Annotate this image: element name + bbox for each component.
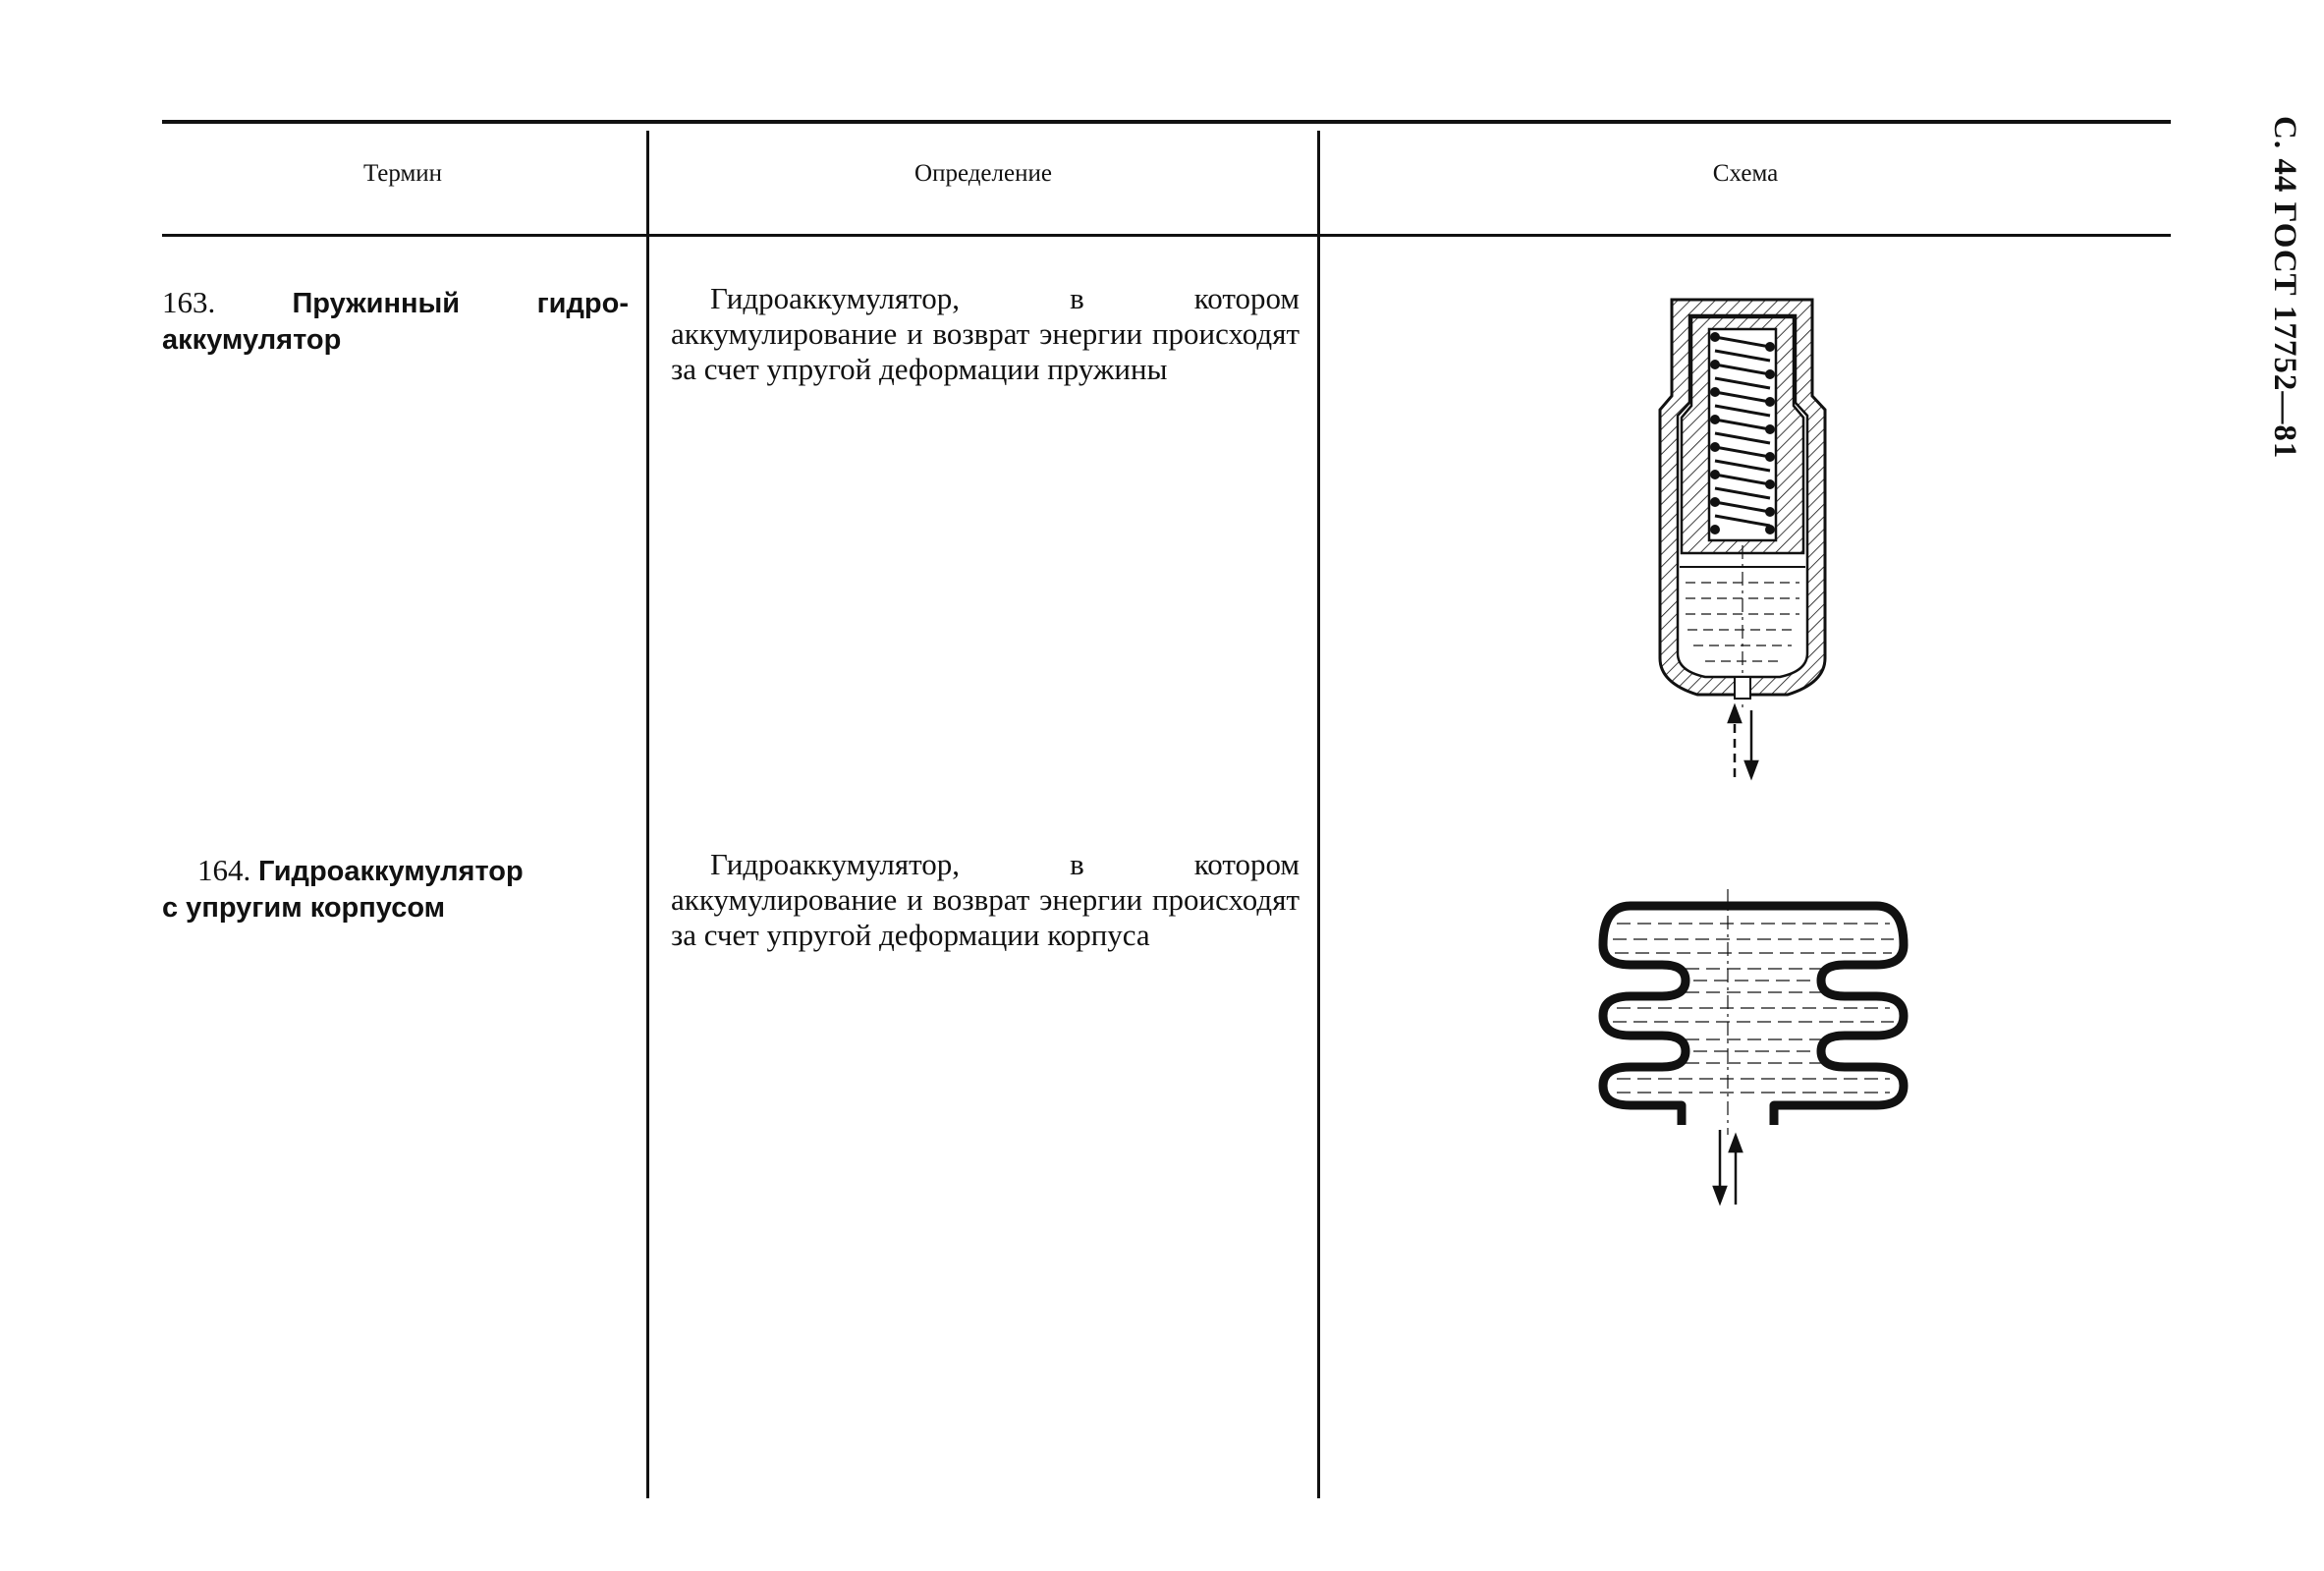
definition-164 [671, 847, 1300, 953]
page-marker [2269, 116, 2308, 578]
term-164-name-1: Гидроаккумулятор [258, 856, 524, 887]
term-163 [162, 285, 629, 358]
term-163-name-2: аккумулятор [162, 324, 342, 356]
term-164-line1 [162, 853, 629, 889]
header-definition: Определение [914, 160, 1052, 187]
term-164 [162, 853, 629, 926]
flow-arrows [1729, 706, 1757, 777]
term-163-name-1: Пружинный гидро- [292, 288, 629, 319]
header-scheme: Схема [1712, 160, 1779, 187]
port [1735, 677, 1750, 699]
column-divider-2 [1317, 131, 1320, 1498]
elastic-housing-accumulator-diagram [1591, 855, 1915, 1228]
table-top-rule [162, 120, 2171, 124]
spring-accumulator-diagram [1650, 290, 1837, 781]
header-term: Термин [362, 160, 443, 187]
term-164-name-2: с упругим корпусом [162, 892, 446, 924]
term-163-number: 163. [162, 285, 216, 319]
definition-164-text: Гидроаккумулятор, в котором аккумулирование и возврат энергии происходят за счет упругой деформации корпуса [671, 847, 1300, 952]
term-164-number: 164. [197, 853, 251, 887]
page-marker-text: С. 44 ГОСТ 17752—81 [2267, 116, 2302, 460]
column-divider-1 [646, 131, 649, 1498]
header-bottom-rule [162, 234, 2171, 237]
term-163-line1 [162, 285, 629, 321]
definition-163 [671, 281, 1300, 387]
flow-arrows [1714, 1130, 1742, 1205]
definition-163-text: Гидроаккумулятор, в котором аккумулирование и возврат энергии происходят за счет упругой деформации пружины [671, 281, 1300, 386]
